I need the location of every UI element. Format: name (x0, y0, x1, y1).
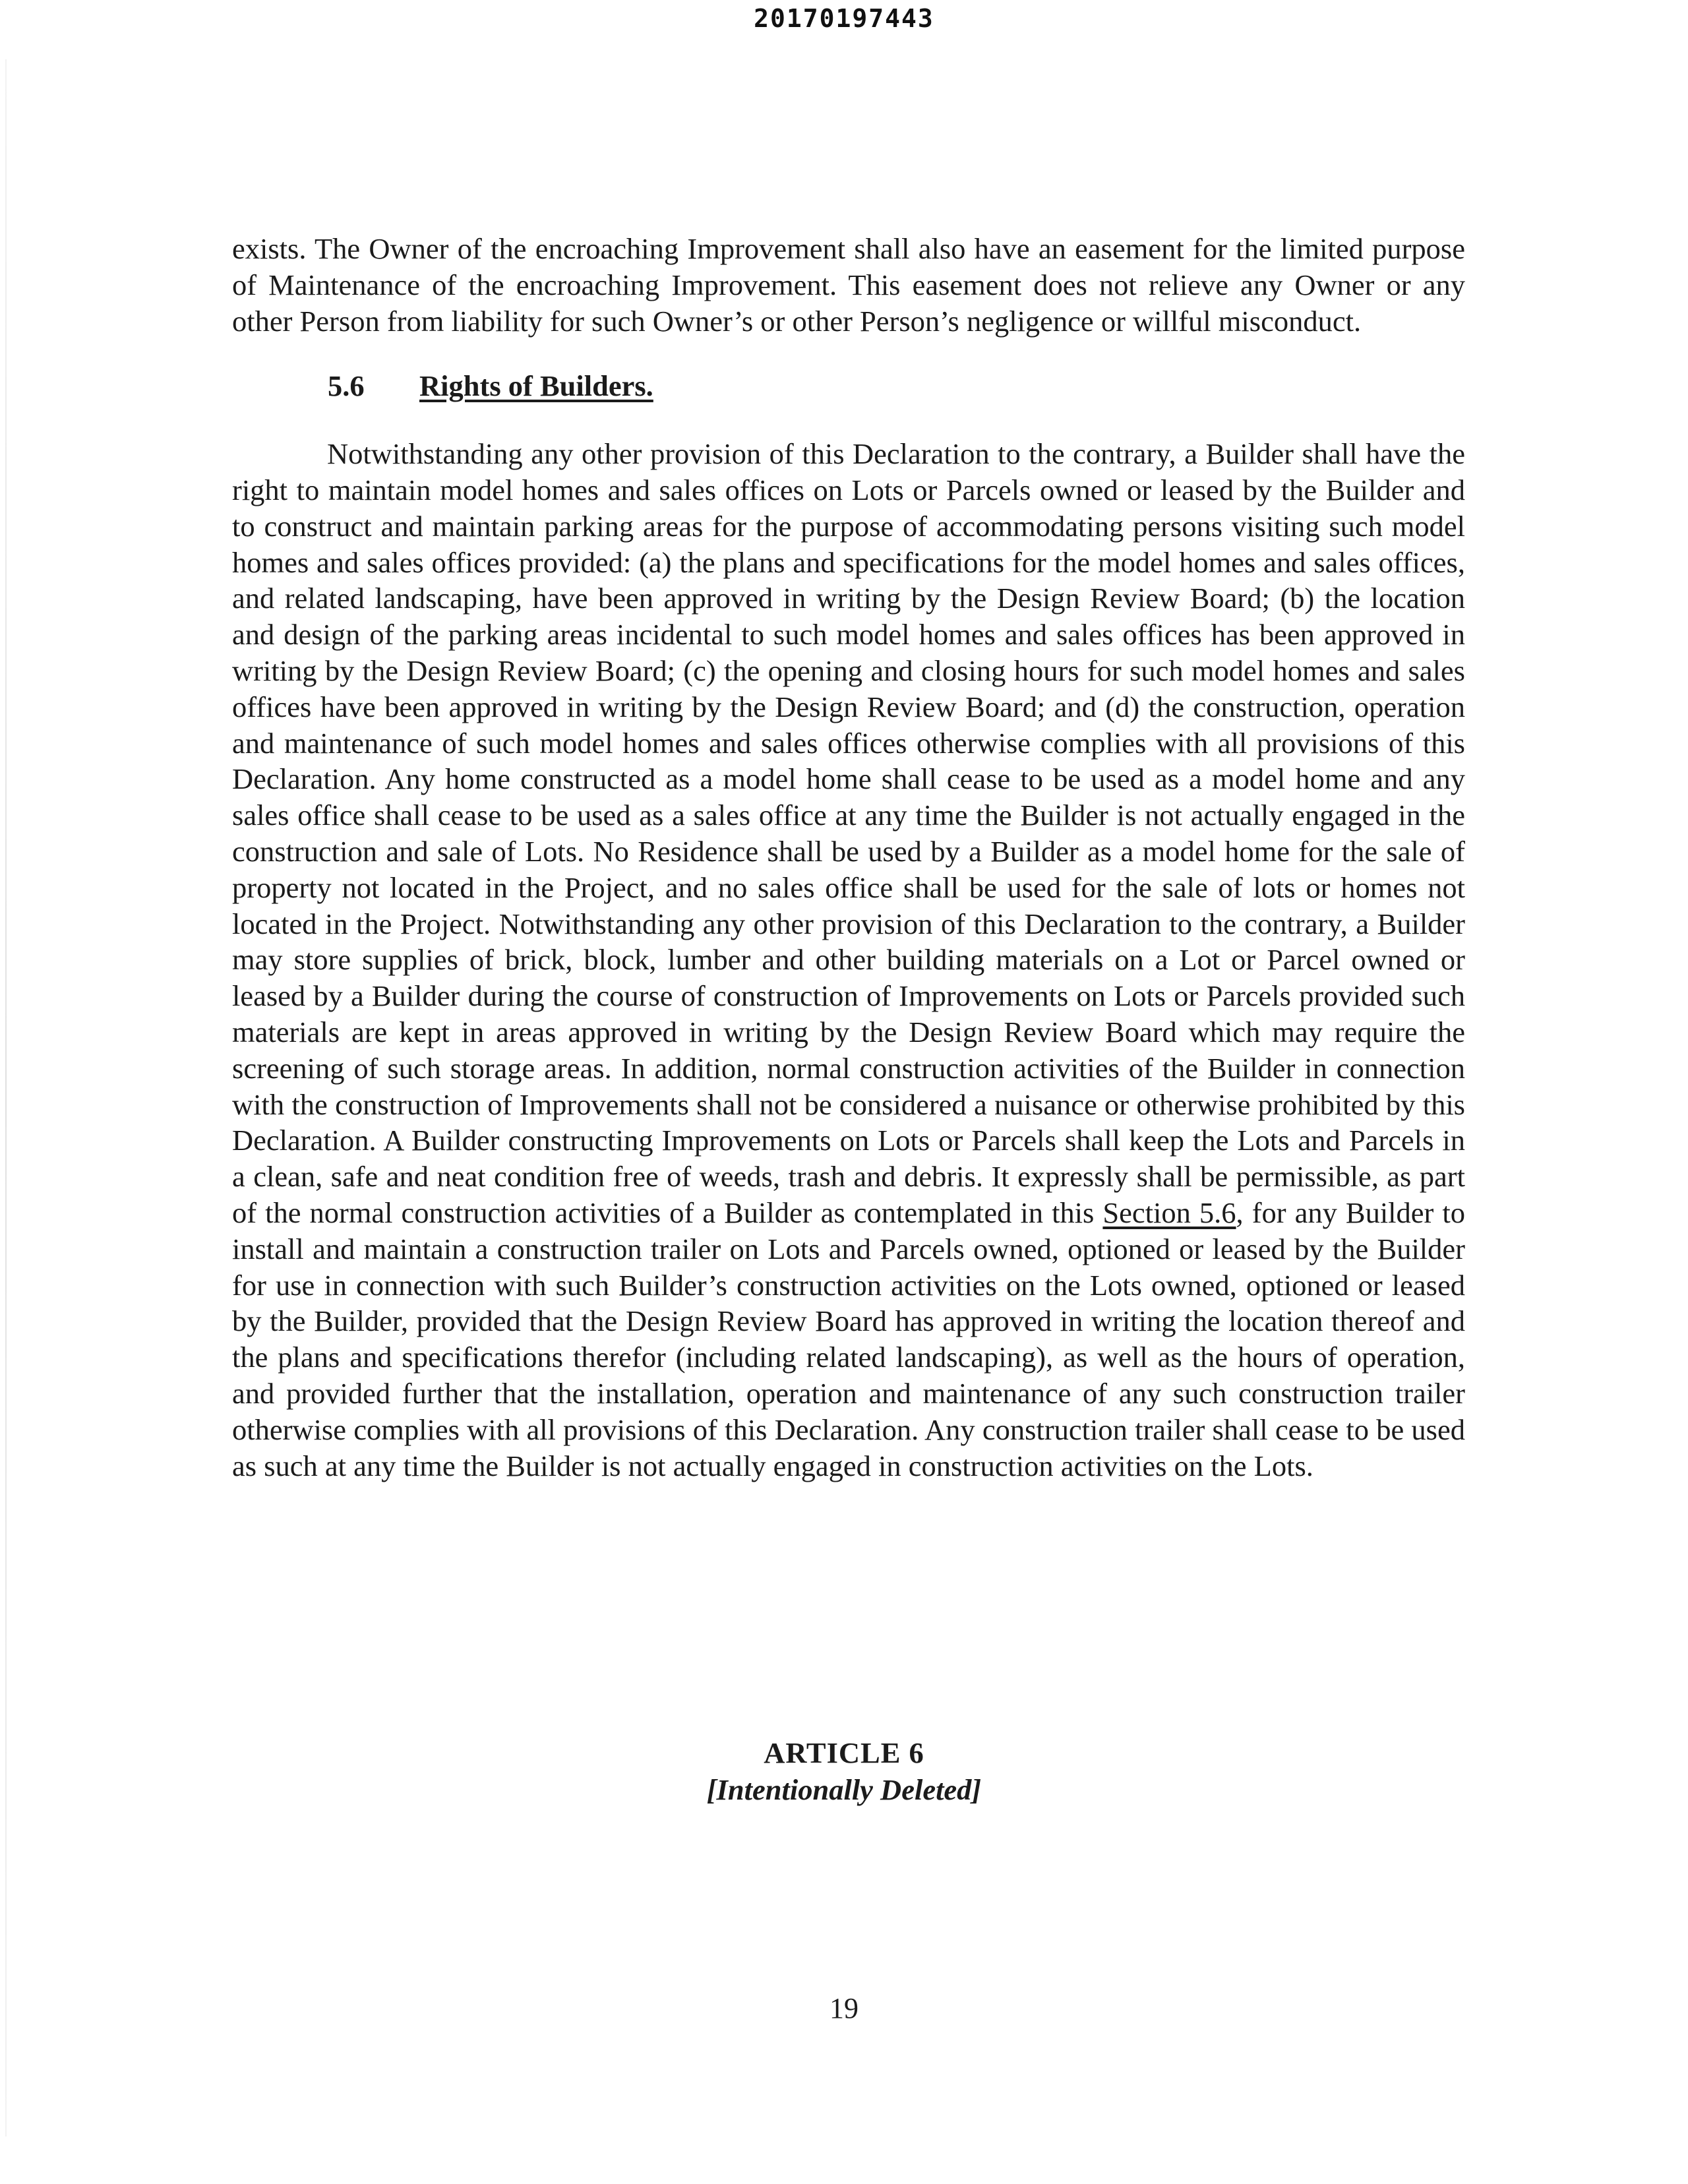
page-body (232, 231, 1465, 1484)
section-title: Rights of Builders. (419, 369, 653, 403)
section-heading (232, 368, 1465, 404)
section-paragraph (232, 436, 1465, 1484)
article-block (0, 1734, 1688, 1808)
continuation-paragraph: exists. The Owner of the encroaching Improvement shall also have an easement for the limited purpose of Maintenance of the encroaching Improvement. This easement does not relieve any Owner or any other Person from liability for such Owner’s or other Person’s negligence or willful misconduct. (232, 232, 1465, 338)
section-number: 5.6 (328, 369, 365, 403)
article-note: [Intentionally Deleted] (706, 1773, 982, 1806)
section-paragraph-part1: Notwithstanding any other provision of this Declaration to the contrary, a Builder shall have the right to maintain model homes and sales offices on Lots or Parcels owned or leased by the Builder and to construct and maintain parking areas for the purpose of accommodating persons visiting such model homes and sales offices provided: (a) the plans and specifications for the model homes and sales offices, and related landscaping, have been approved in writing by the Design Review Board; (b) the location and design of the parking areas incidental to such model homes and sales offices has been approved in writing by the Design Review Board; (c) the opening and closing hours for such model homes and sales offices have been approved in writing by the Design Review Board; and (d) the construction, operation and maintenance of such model homes and sales offices otherwise complies with all provisions of this Declaration. Any home constructed as a model home shall cease to be used as a model home and any sales office shall cease to be used as a sales office at any time the Builder is not actually engaged in the construction and sale of Lots. No Residence shall be used by a Builder as a model home for the sale of property not located in the Project, and no sales office shall be used for the sale of lots or homes not located in the Project. Notwithstanding any other provision of this Declaration to the contrary, a Builder may store supplies of brick, block, lumber and other building materials on a Lot or Parcel owned or leased by a Builder during the course of construction of Improvements on Lots or Parcels provided such materials are kept in areas approved in writing by the Design Review Board which may require the screening of such storage areas. In addition, normal construction activities of the Builder in connection with the construction of Improvements shall not be considered a nuisance or otherwise prohibited by this Declaration. A Builder constructing Improvements on Lots or Parcels shall keep the Lots and Parcels in a clean, safe and neat condition free of weeds, trash and debris. It expressly shall be permissible, as part of the normal construction activities of a Builder as contemplated in this (232, 437, 1465, 1229)
page-number: 19 (829, 1992, 859, 2024)
document-number: 20170197443 (754, 4, 934, 33)
section-reference-link[interactable]: Section 5.6 (1102, 1196, 1236, 1229)
section-paragraph-part2: , for any Builder to install and maintain a construction trailer on Lots and Parcels owned, optioned or leased by the Builder for use in connection with such Builder’s construction activities on the Lots owned, optioned or leased by the Builder, provided that the Design Review Board has approved in writing the location thereof and the plans and specifications therefor (including related landscaping), as well as the hours of operation, and provided further that the installation, operation and maintenance of any such construction trailer otherwise complies with all provisions of this Declaration. Any construction trailer shall cease to be used as such at any time the Builder is not actually engaged in construction activities on the Lots. (232, 1196, 1466, 1482)
scan-edge-line (5, 59, 7, 2137)
article-title: ARTICLE 6 (764, 1736, 924, 1769)
